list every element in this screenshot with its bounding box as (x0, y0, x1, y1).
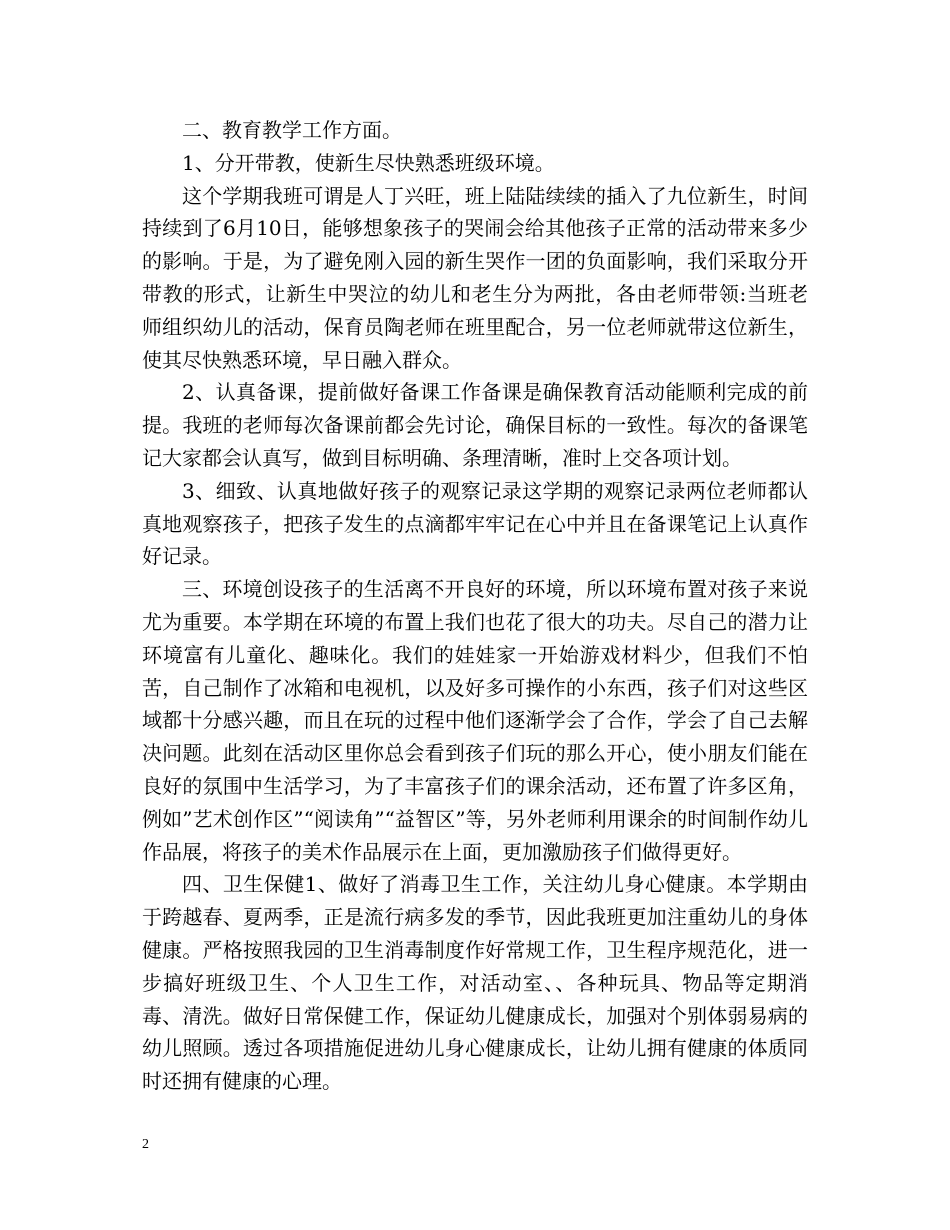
document-body (142, 114, 808, 1098)
paragraph-new-students: 这个学期我班可谓是人丁兴旺，班上陆陆续续的插入了九位新生，时间持续到了6月10日，能够想象孩子的哭闹会给其他孩子正常的活动带来多少的影响。于是，为了避免刚入园的新生哭作一团的负面影响，我们采取分开带教的形式，让新生中哭泣的幼儿和老生分为两批，各由老师带领:当班老师组织幼儿的活动，保育员陶老师在班里配合，另一位老师就带这位新生，使其尽快熟悉环境，早日融入群众。 (142, 183, 808, 372)
paragraph-health-care: 四、卫生保健1、做好了消毒卫生工作，关注幼儿身心健康。本学期由于跨越春、夏两季，正是流行病多发的季节，因此我班更加注重幼儿的身体健康。严格按照我园的卫生消毒制度作好常规工作，卫生程序规范化，进一步搞好班级卫生、个人卫生工作，对活动室、、各种玩具、物品等定期消毒、清洗。做好日常保健工作，保证幼儿健康成长，加强对个别体弱易病的幼儿照顾。透过各项措施促进幼儿身心健康成长，让幼儿拥有健康的体质同时还拥有健康的心理。 (142, 872, 808, 1094)
subheading-separate-teaching: 1、分开带教，使新生尽快熟悉班级环境。 (182, 150, 555, 175)
paragraph-lesson-preparation: 2、认真备课，提前做好备课工作备课是确保教育活动能顺利完成的前提。我班的老师每次备课前都会先讨论，确保目标的一致性。每次的备课笔记大家都会认真写，做到目标明确、条理清晰，准时上交各项计划。 (142, 380, 808, 470)
page-number: 2 (142, 1137, 149, 1152)
heading-education-teaching: 二、教育教学工作方面。 (182, 118, 402, 142)
paragraph-environment-creation: 三、环境创设孩子的生活离不开良好的环境，所以环境布置对孩子来说尤为重要。本学期在环境的布置上我们也花了很大的功夫。尽自己的潜力让环境富有儿童化、趣味化。我们的娃娃家一开始游戏材料少，但我们不怕苦，自己制作了冰箱和电视机，以及好多可操作的小东西，孩子们对这些区域都十分感兴趣，而且在玩的过程中他们逐渐学会了合作，学会了自己去解决问题。此刻在活动区里你总会看到孩子们玩的那么开心，使小朋友们能在良好的氛围中生活学习，为了丰富孩子们的课余活动，还布置了许多区角，例如”艺术创作区”“阅读角”“益智区”等，另外老师利用课余的时间制作幼儿作品展，将孩子的美术作品展示在上面，更加激励孩子们做得更好。 (142, 577, 808, 864)
paragraph-observation-records: 3、细致、认真地做好孩子的观察记录这学期的观察记录两位老师都认真地观察孩子，把孩子发生的点滴都牢牢记在心中并且在备课笔记上认真作好记录。 (142, 478, 808, 569)
